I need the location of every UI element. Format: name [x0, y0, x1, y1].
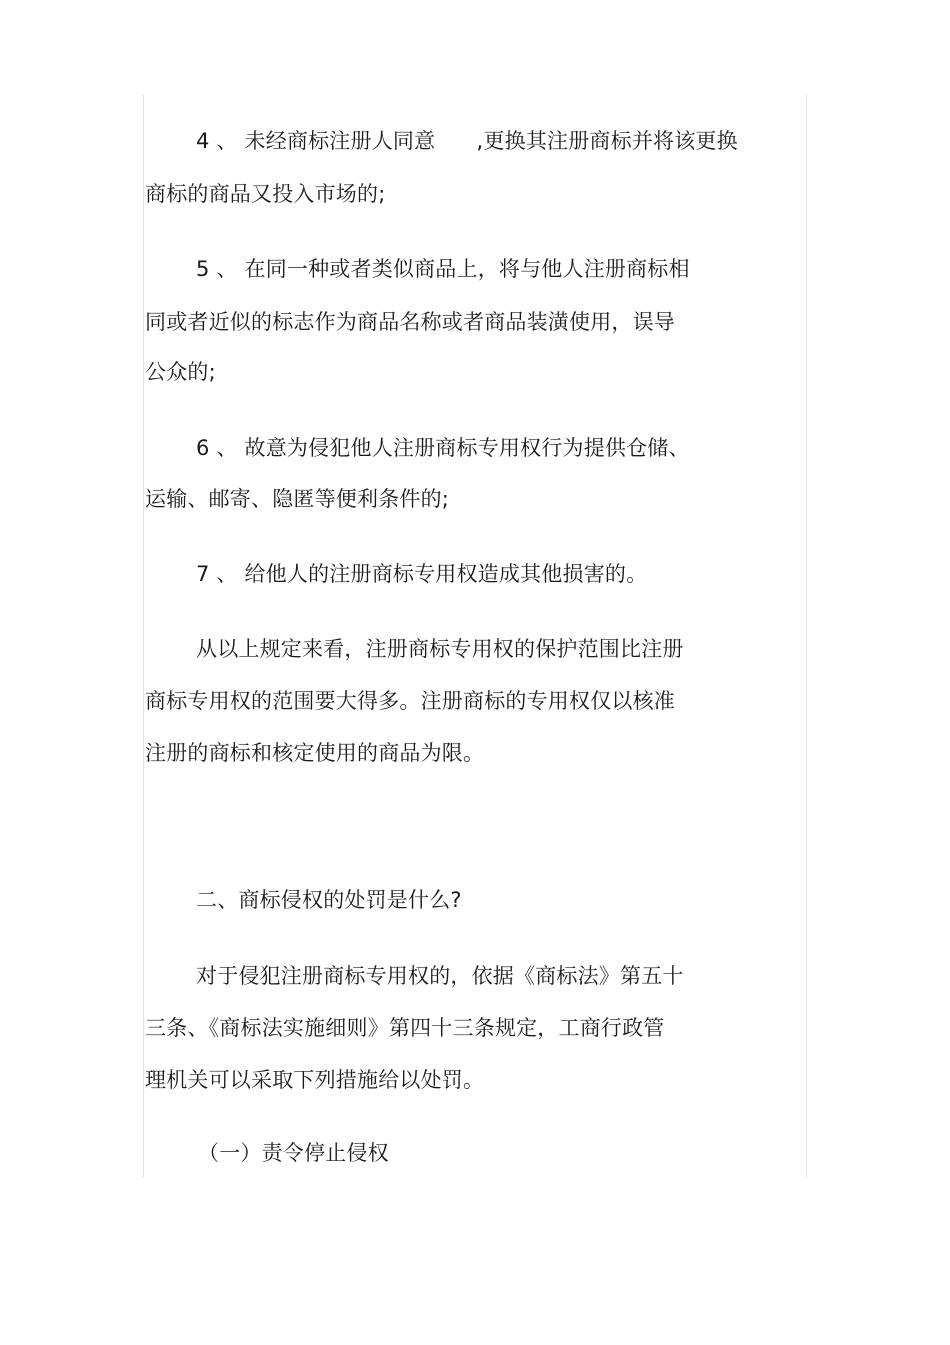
right-margin-rule	[806, 95, 807, 1177]
penalty-line-2: 三条、《商标法实施细则》第四十三条规定，工商行政管	[145, 1016, 665, 1040]
penalty-line-3: 理机关可以采取下列措施给以处罚。	[145, 1068, 485, 1092]
summary-line-2: 商标专用权的范围要大得多。注册商标的专用权仅以核准	[145, 689, 675, 713]
left-margin-rule	[143, 95, 144, 1177]
summary-line-1: 从以上规定来看，注册商标专用权的保护范围比注册	[196, 637, 684, 661]
section-heading: 二、商标侵权的处罚是什么?	[196, 888, 462, 912]
item-6-line-1: 6 、 故意为侵犯他人注册商标专用权行为提供仓储、	[196, 436, 690, 460]
item-5-line-2: 同或者近似的标志作为商品名称或者商品装潢使用，误导	[145, 310, 675, 334]
subsection-heading: （一）责令停止侵权	[198, 1141, 389, 1165]
penalty-line-1: 对于侵犯注册商标专用权的，依据《商标法》第五十	[196, 964, 684, 988]
item-6-line-2: 运输、邮寄、隐匿等便利条件的;	[145, 487, 450, 511]
item-4-line-1: 4 、 未经商标注册人同意 ,更换其注册商标并将该更换	[196, 129, 738, 153]
item-5-line-3: 公众的;	[145, 360, 216, 384]
item-7-line-1: 7 、 给他人的注册商标专用权造成其他损害的。	[196, 562, 648, 586]
summary-line-3: 注册的商标和核定使用的商品为限。	[145, 741, 485, 765]
item-4-line-2: 商标的商品又投入市场的;	[145, 182, 386, 206]
item-5-line-1: 5 、 在同一种或者类似商品上，将与他人注册商标相	[196, 257, 690, 281]
